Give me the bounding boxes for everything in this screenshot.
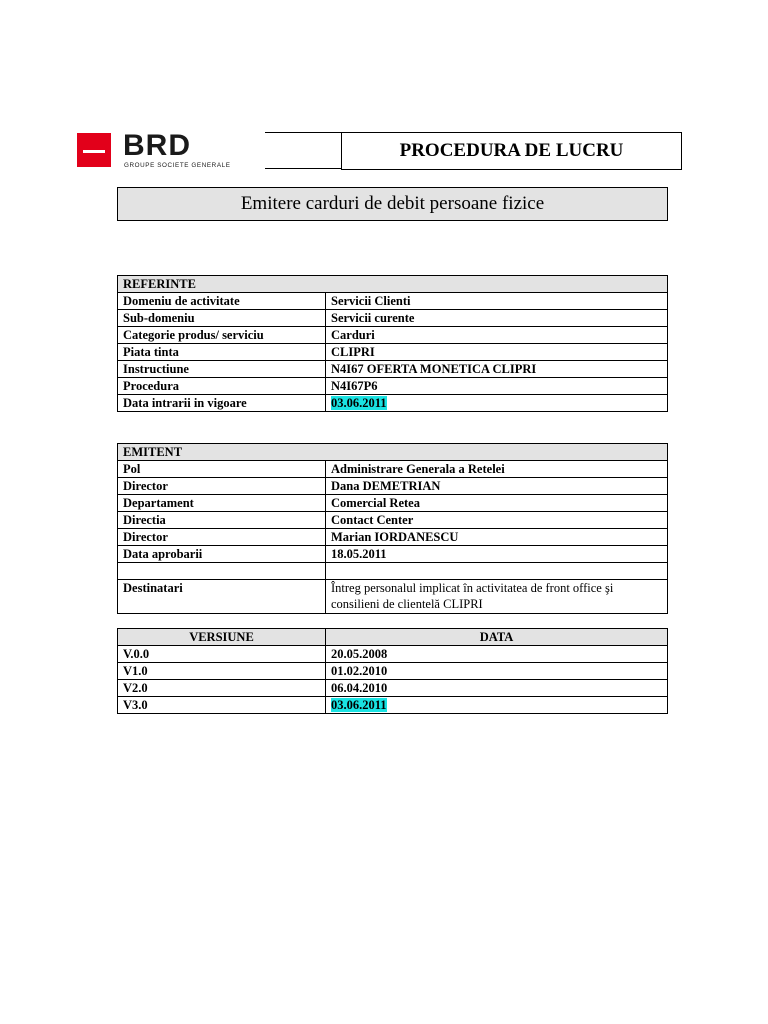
row-value: N4I67 OFERTA MONETICA CLIPRI [326,361,668,378]
row-label: Procedura [118,378,326,395]
row-label: Categorie produs/ serviciu [118,327,326,344]
table-row [118,395,668,412]
row-value: Contact Center [326,512,668,529]
table-row [118,680,668,697]
table-row [118,293,668,310]
document-subtitle: Emitere carduri de debit persoane fizice [117,187,668,221]
table-row-empty [118,563,668,580]
emitent-table [117,443,668,614]
table-row [118,580,668,614]
row-value: CLIPRI [326,344,668,361]
versiuni-table [117,628,668,714]
table-row [118,310,668,327]
table-row [118,344,668,361]
table-row [118,327,668,344]
row-label: Data aprobarii [118,546,326,563]
row-value: 18.05.2011 [326,546,668,563]
row-label: Sub-domeniu [118,310,326,327]
row-label: Director [118,478,326,495]
row-label: Pol [118,461,326,478]
row-label: Domeniu de activitate [118,293,326,310]
table-row [118,663,668,680]
version-cell: V1.0 [118,663,326,680]
emitent-heading: EMITENT [118,444,668,461]
version-cell: V3.0 [118,697,326,714]
document-title: PROCEDURA DE LUCRU [341,132,682,170]
table-row [118,361,668,378]
destinatari-label: Destinatari [118,580,326,614]
header-divider-bottom [265,168,342,169]
empty-cell [118,563,326,580]
version-cell: V.0.0 [118,646,326,663]
table-row [118,461,668,478]
table-row [118,646,668,663]
row-value: Administrare Generala a Retelei [326,461,668,478]
destinatari-value: Întreg personalul implicat în activitatea de front office şi consilieni de clientelă CLIPRI [326,580,668,614]
row-value: Servicii curente [326,310,668,327]
date-cell [326,697,668,714]
row-value: Dana DEMETRIAN [326,478,668,495]
referinte-table [117,275,668,412]
brd-logo [77,129,267,173]
row-value: Carduri [326,327,668,344]
highlighted-date: 03.06.2011 [331,396,387,410]
table-row [118,378,668,395]
table-row [118,478,668,495]
versiune-column-header: VERSIUNE [118,629,326,646]
brd-logo-mark [77,133,111,167]
data-column-header: DATA [326,629,668,646]
row-label: Piata tinta [118,344,326,361]
empty-cell [326,563,668,580]
table-row [118,546,668,563]
row-value [326,395,668,412]
table-row [118,495,668,512]
row-value: N4I67P6 [326,378,668,395]
table-row [118,697,668,714]
brd-logo-text: BRD [123,129,191,162]
table-row [118,512,668,529]
row-value: Servicii Clienti [326,293,668,310]
row-label: Instructiune [118,361,326,378]
row-value: Marian IORDANESCU [326,529,668,546]
row-label: Data intrarii in vigoare [118,395,326,412]
referinte-heading: REFERINTE [118,276,668,293]
header-divider-top [265,132,342,133]
version-cell: V2.0 [118,680,326,697]
row-label: Director [118,529,326,546]
highlighted-date: 03.06.2011 [331,698,387,712]
date-cell: 01.02.2010 [326,663,668,680]
row-label: Departament [118,495,326,512]
date-cell: 06.04.2010 [326,680,668,697]
row-value: Comercial Retea [326,495,668,512]
date-cell: 20.05.2008 [326,646,668,663]
table-row [118,529,668,546]
brd-logo-subtext: GROUPE SOCIETE GENERALE [124,162,231,169]
row-label: Directia [118,512,326,529]
